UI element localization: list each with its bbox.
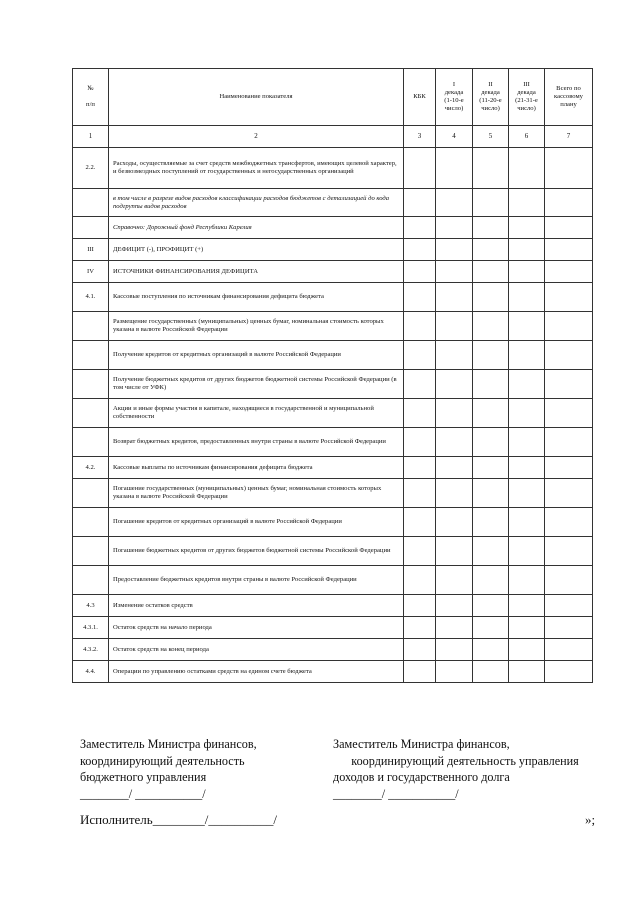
value-cell [404, 537, 436, 566]
table-row [73, 283, 593, 312]
table-row [73, 189, 593, 217]
executor-line: Исполнитель________/__________/ [80, 812, 277, 827]
table-row [73, 639, 593, 661]
value-cell [436, 595, 473, 617]
signature-right: Заместитель Министра финансов, координирующий деятельность управления доходов и государственного долга ________/ ___________/ [333, 737, 579, 801]
row-number: 4.2. [73, 457, 109, 479]
header-row [73, 69, 593, 126]
table-row [73, 617, 593, 639]
row-indicator-name: Справочно: Дорожный фонд Республики Карелия [109, 217, 404, 239]
value-cell [473, 399, 509, 428]
value-cell [545, 595, 593, 617]
value-cell [473, 566, 509, 595]
value-cell [436, 617, 473, 639]
value-cell [509, 479, 545, 508]
row-number: III [73, 239, 109, 261]
value-cell [545, 457, 593, 479]
table-row [73, 508, 593, 537]
value-cell [436, 189, 473, 217]
value-cell [509, 261, 545, 283]
value-cell [509, 537, 545, 566]
row-indicator-name: в том числе в разрезе видов расходов классификации расходов бюджетов с детализацией до кода подгруппы видов расходов [109, 189, 404, 217]
value-cell [473, 457, 509, 479]
closing-quote: »; [585, 812, 596, 827]
row-indicator-name: Получение бюджетных кредитов от других бюджетов бюджетной системы Российской Федерации (в том числе от УФК) [109, 370, 404, 399]
table-row [73, 479, 593, 508]
value-cell [473, 239, 509, 261]
value-cell [404, 428, 436, 457]
value-cell [404, 341, 436, 370]
value-cell [509, 341, 545, 370]
value-cell [436, 239, 473, 261]
header-name: Наименование показателя [109, 69, 404, 126]
value-cell [404, 261, 436, 283]
row-indicator-name: Остаток средств на конец периода [109, 639, 404, 661]
row-number: 4.1. [73, 283, 109, 312]
value-cell [473, 261, 509, 283]
row-indicator-name: Получение кредитов от кредитных организаций в валюте Российской Федерации [109, 341, 404, 370]
header-decade-1: I декада (1-10-е число) [436, 69, 473, 126]
value-cell [509, 370, 545, 399]
value-cell [404, 148, 436, 189]
value-cell [436, 399, 473, 428]
value-cell [509, 239, 545, 261]
value-cell [509, 312, 545, 341]
value-cell [545, 428, 593, 457]
value-cell [404, 189, 436, 217]
value-cell [436, 217, 473, 239]
value-cell [473, 595, 509, 617]
value-cell [404, 312, 436, 341]
table-row [73, 370, 593, 399]
value-cell [473, 148, 509, 189]
value-cell [545, 661, 593, 683]
value-cell [545, 537, 593, 566]
row-indicator-name: Остаток средств на начало периода [109, 617, 404, 639]
value-cell [436, 639, 473, 661]
value-cell [545, 239, 593, 261]
value-cell [436, 479, 473, 508]
row-number: 4.3.1. [73, 617, 109, 639]
value-cell [509, 217, 545, 239]
value-cell [436, 148, 473, 189]
header-total: Всего по кассовому плану [545, 69, 593, 126]
table-row [73, 148, 593, 189]
value-cell [545, 312, 593, 341]
value-cell [473, 283, 509, 312]
row-number [73, 189, 109, 217]
row-indicator-name: Акции и иные формы участия в капитале, находящиеся в государственной и муниципальной собственности [109, 399, 404, 428]
value-cell [436, 341, 473, 370]
value-cell [436, 312, 473, 341]
row-indicator-name: Предоставление бюджетных кредитов внутри страны в валюте Российской Федерации [109, 566, 404, 595]
row-number [73, 341, 109, 370]
value-cell [545, 217, 593, 239]
value-cell [545, 148, 593, 189]
value-cell [436, 566, 473, 595]
table-row [73, 217, 593, 239]
column-index: 3 [404, 126, 436, 148]
value-cell [404, 399, 436, 428]
value-cell [404, 595, 436, 617]
header-decade-3: III декада (21-31-е число) [509, 69, 545, 126]
row-indicator-name: Изменение остатков средств [109, 595, 404, 617]
row-indicator-name: Кассовые выплаты по источникам финансирования дефицита бюджета [109, 457, 404, 479]
value-cell [545, 341, 593, 370]
table-row [73, 239, 593, 261]
row-number [73, 217, 109, 239]
value-cell [509, 399, 545, 428]
row-indicator-name: Погашение государственных (муниципальных) ценных бумаг, номинальная стоимость которых указана в валюте Российской Федерации [109, 479, 404, 508]
row-number [73, 508, 109, 537]
row-number: IV [73, 261, 109, 283]
row-number [73, 428, 109, 457]
column-index: 4 [436, 126, 473, 148]
value-cell [404, 508, 436, 537]
value-cell [404, 217, 436, 239]
value-cell [436, 537, 473, 566]
header-decade-2: II декада (11-20-е число) [473, 69, 509, 126]
row-number: 4.3.2. [73, 639, 109, 661]
row-number [73, 312, 109, 341]
table-row [73, 595, 593, 617]
row-number [73, 537, 109, 566]
value-cell [436, 428, 473, 457]
value-cell [545, 370, 593, 399]
row-indicator-name: Операции по управлению остатками средств на едином счете бюджета [109, 661, 404, 683]
column-index: 5 [473, 126, 509, 148]
value-cell [509, 639, 545, 661]
row-number: 4.4. [73, 661, 109, 683]
value-cell [509, 189, 545, 217]
value-cell [404, 479, 436, 508]
value-cell [404, 617, 436, 639]
value-cell [545, 617, 593, 639]
value-cell [473, 617, 509, 639]
row-number: 4.3 [73, 595, 109, 617]
value-cell [404, 566, 436, 595]
column-index-row [73, 126, 593, 148]
header-kbk: КБК [404, 69, 436, 126]
value-cell [545, 399, 593, 428]
row-number [73, 479, 109, 508]
row-indicator-name: Кассовые поступления по источникам финансирования дефицита бюджета [109, 283, 404, 312]
value-cell [404, 283, 436, 312]
row-indicator-name: Расходы, осуществляемые за счет средств межбюджетных трансфертов, имеющих целевой характер, и безвозмездных поступлений от государственных и негосударственных организаций [109, 148, 404, 189]
value-cell [473, 661, 509, 683]
row-indicator-name: Погашение бюджетных кредитов от других бюджетов бюджетной системы Российской Федерации [109, 537, 404, 566]
value-cell [509, 595, 545, 617]
signature-left: Заместитель Министра финансов, координирующий деятельность бюджетного управления ________/ ___________/ [80, 737, 257, 801]
table-row [73, 661, 593, 683]
table-row [73, 457, 593, 479]
value-cell [436, 661, 473, 683]
table-row [73, 341, 593, 370]
value-cell [436, 261, 473, 283]
value-cell [509, 661, 545, 683]
value-cell [473, 479, 509, 508]
value-cell [436, 457, 473, 479]
value-cell [545, 283, 593, 312]
value-cell [404, 457, 436, 479]
value-cell [473, 189, 509, 217]
value-cell [509, 283, 545, 312]
value-cell [545, 261, 593, 283]
row-indicator-name: Погашение кредитов от кредитных организаций в валюте Российской Федерации [109, 508, 404, 537]
value-cell [436, 283, 473, 312]
value-cell [509, 148, 545, 189]
value-cell [473, 341, 509, 370]
table-row [73, 537, 593, 566]
row-number [73, 566, 109, 595]
value-cell [473, 639, 509, 661]
value-cell [404, 639, 436, 661]
value-cell [509, 457, 545, 479]
value-cell [473, 508, 509, 537]
row-indicator-name: Размещение государственных (муниципальных) ценных бумаг, номинальная стоимость которых указана в валюте Российской Федерации [109, 312, 404, 341]
value-cell [509, 428, 545, 457]
value-cell [545, 639, 593, 661]
value-cell [509, 617, 545, 639]
header-num: № п/п [73, 69, 109, 126]
table-row [73, 399, 593, 428]
table-row [73, 261, 593, 283]
value-cell [404, 239, 436, 261]
row-indicator-name: ДЕФИЦИТ (-), ПРОФИЦИТ (+) [109, 239, 404, 261]
value-cell [473, 312, 509, 341]
table-row [73, 312, 593, 341]
value-cell [436, 508, 473, 537]
value-cell [473, 537, 509, 566]
row-number [73, 399, 109, 428]
cash-plan-table [72, 68, 593, 683]
value-cell [473, 217, 509, 239]
row-number: 2.2. [73, 148, 109, 189]
row-indicator-name: ИСТОЧНИКИ ФИНАНСИРОВАНИЯ ДЕФИЦИТА [109, 261, 404, 283]
value-cell [545, 566, 593, 595]
column-index: 1 [73, 126, 109, 148]
value-cell [545, 508, 593, 537]
value-cell [473, 370, 509, 399]
value-cell [473, 428, 509, 457]
value-cell [545, 189, 593, 217]
value-cell [436, 370, 473, 399]
table-row [73, 428, 593, 457]
value-cell [545, 479, 593, 508]
table-row [73, 566, 593, 595]
value-cell [404, 661, 436, 683]
column-index: 6 [509, 126, 545, 148]
value-cell [509, 508, 545, 537]
row-indicator-name: Возврат бюджетных кредитов, предоставленных внутри страны в валюте Российской Федерации [109, 428, 404, 457]
column-index: 2 [109, 126, 404, 148]
value-cell [509, 566, 545, 595]
value-cell [404, 370, 436, 399]
row-number [73, 370, 109, 399]
column-index: 7 [545, 126, 593, 148]
